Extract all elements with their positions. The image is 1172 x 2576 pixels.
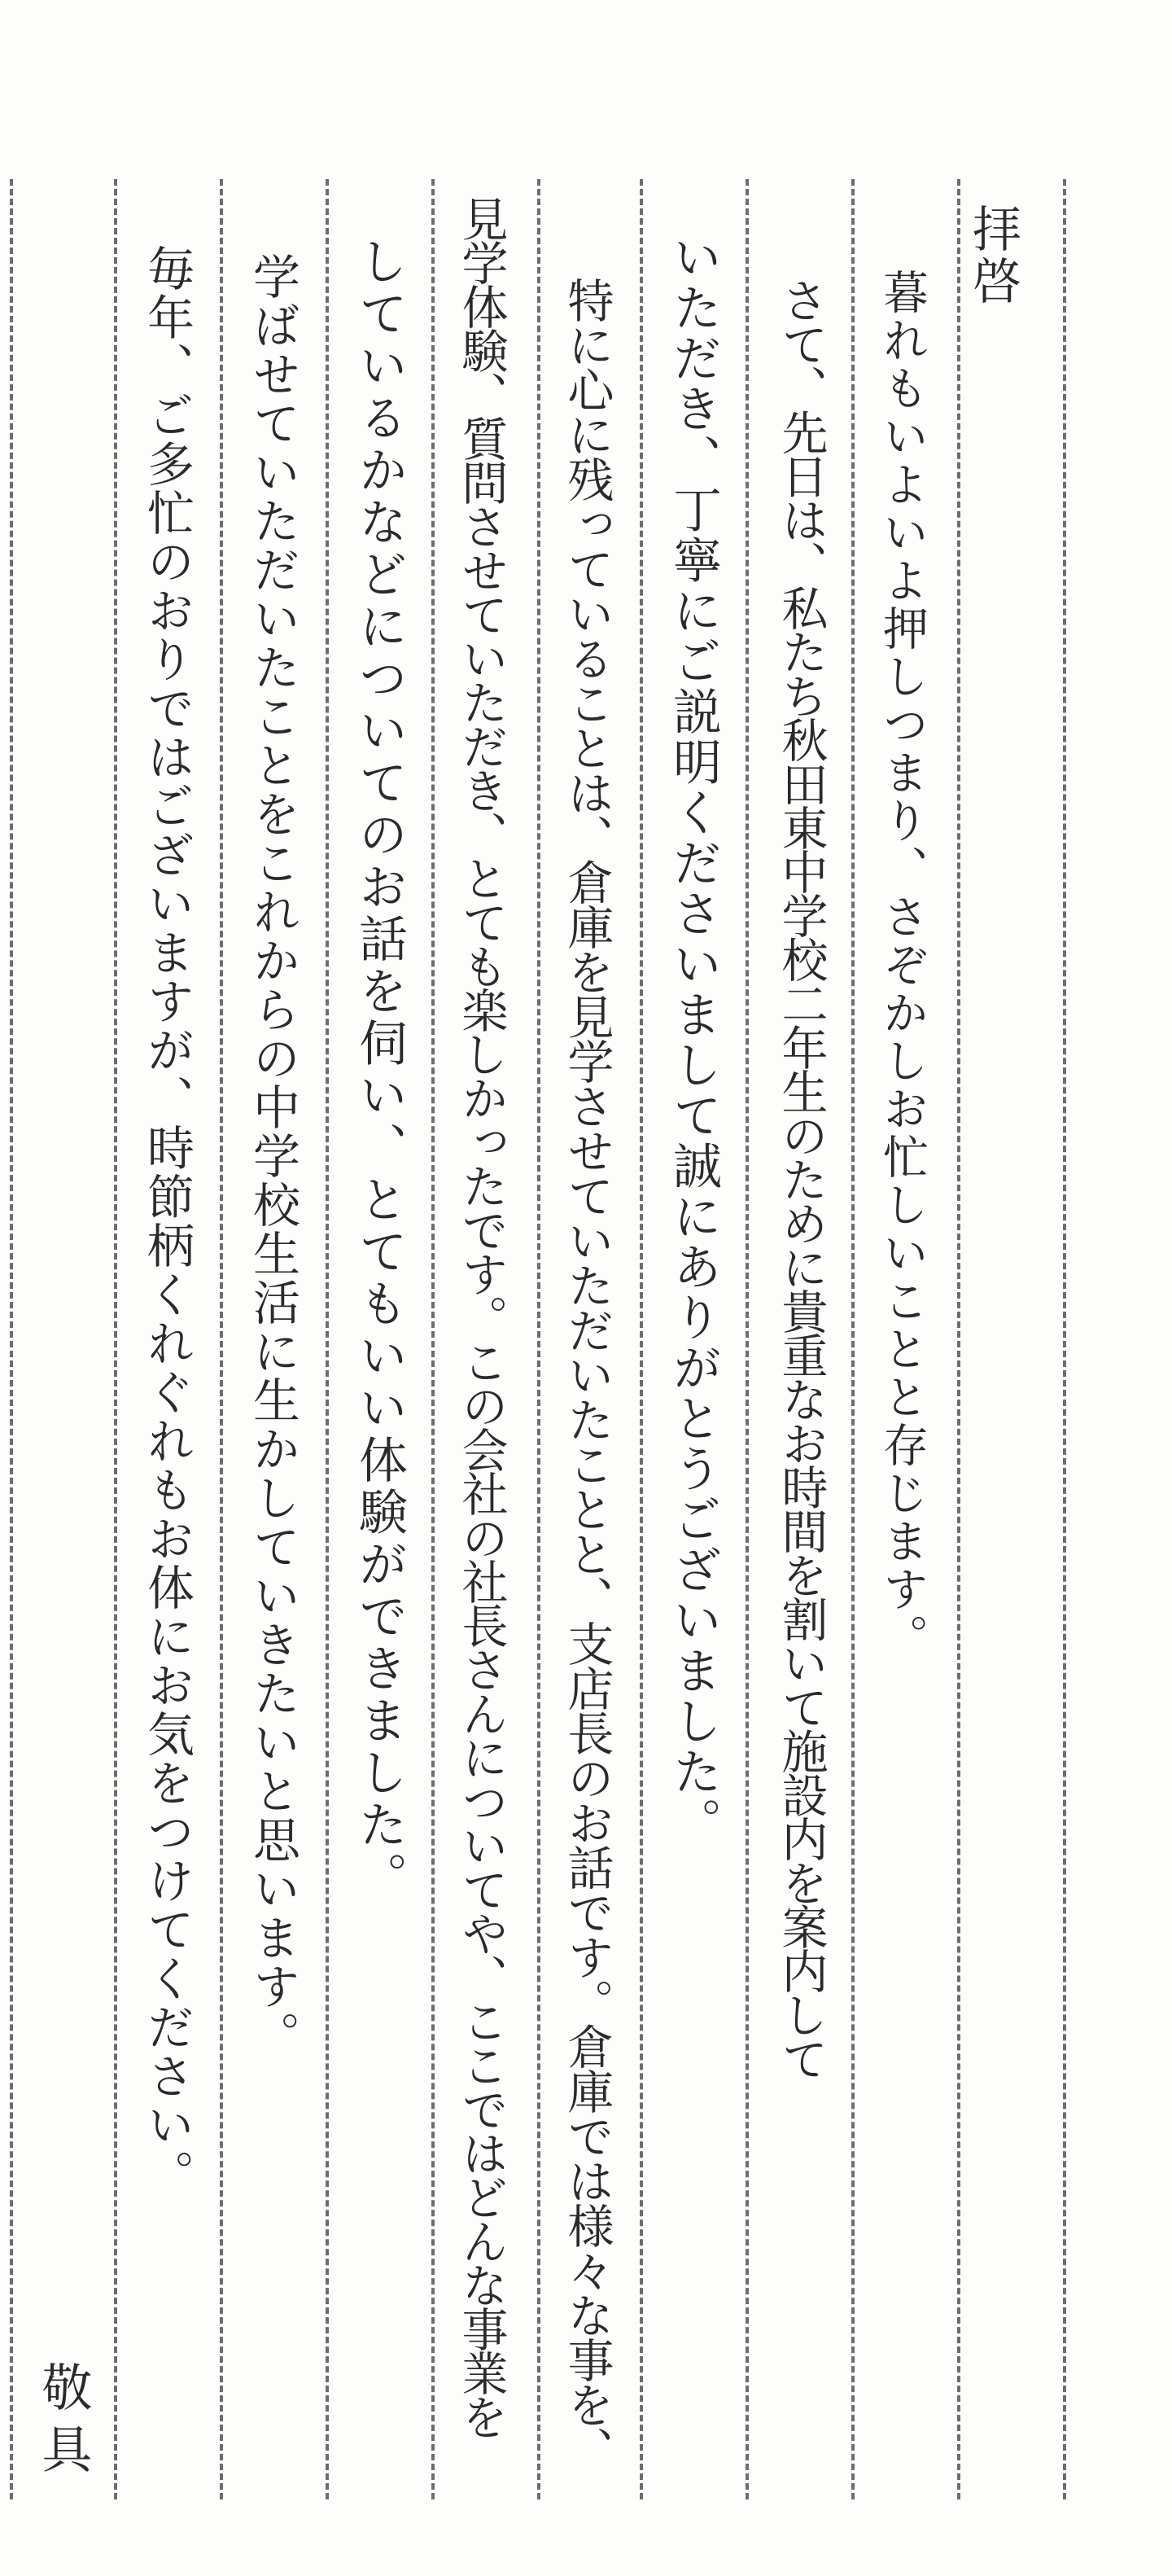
letter-line-5: 見学体験、質問させていただき、とても楽しかったです。この会社の社長さんについてや、ここではどんな事業を	[454, 195, 508, 2438]
ruled-line	[957, 179, 960, 2499]
letter-line-4: 特に心に残っていることは、倉庫を見学させていただいたことと、支店長のお話です。倉庫では様々な事を、	[560, 277, 614, 2471]
letter-line-8: 毎年、ご多忙のおりではございますが、時節柄くれぐれもお体にお気をつけてください。	[139, 244, 195, 2198]
letter-line-6: しているかなどについてのお話を伺い、とてもいい体験ができました。	[351, 236, 408, 1904]
ruled-line	[114, 179, 117, 2499]
letter-line-7: 学ばせていただいたことをこれからの中学校生活に生かしていきたいと思います。	[245, 252, 300, 2060]
ruled-line	[1063, 179, 1066, 2499]
letter-line-1: 暮れもいよいよ押しつまり、さぞかしお忙しいことと存じます。	[876, 269, 929, 1662]
ruled-line	[431, 179, 435, 2499]
letter-line-2: さて、先日は、私たち秋田東中学校二年生のために貴重なお時間を割いて施設内を案内して	[774, 277, 828, 2079]
ruled-line	[220, 179, 223, 2499]
letter-line-3: いただき、丁寧にご説明くださいまして誠にありがとうございました。	[665, 232, 722, 1847]
ruled-line	[640, 179, 643, 2499]
ruled-line	[746, 179, 749, 2499]
ruled-line	[10, 179, 13, 2499]
letter-closing: 敬具	[33, 2361, 93, 2485]
ruled-line	[537, 179, 540, 2499]
letter-opening: 拝啓	[964, 204, 1021, 308]
ruled-line	[851, 179, 855, 2499]
ruled-line	[326, 179, 329, 2499]
